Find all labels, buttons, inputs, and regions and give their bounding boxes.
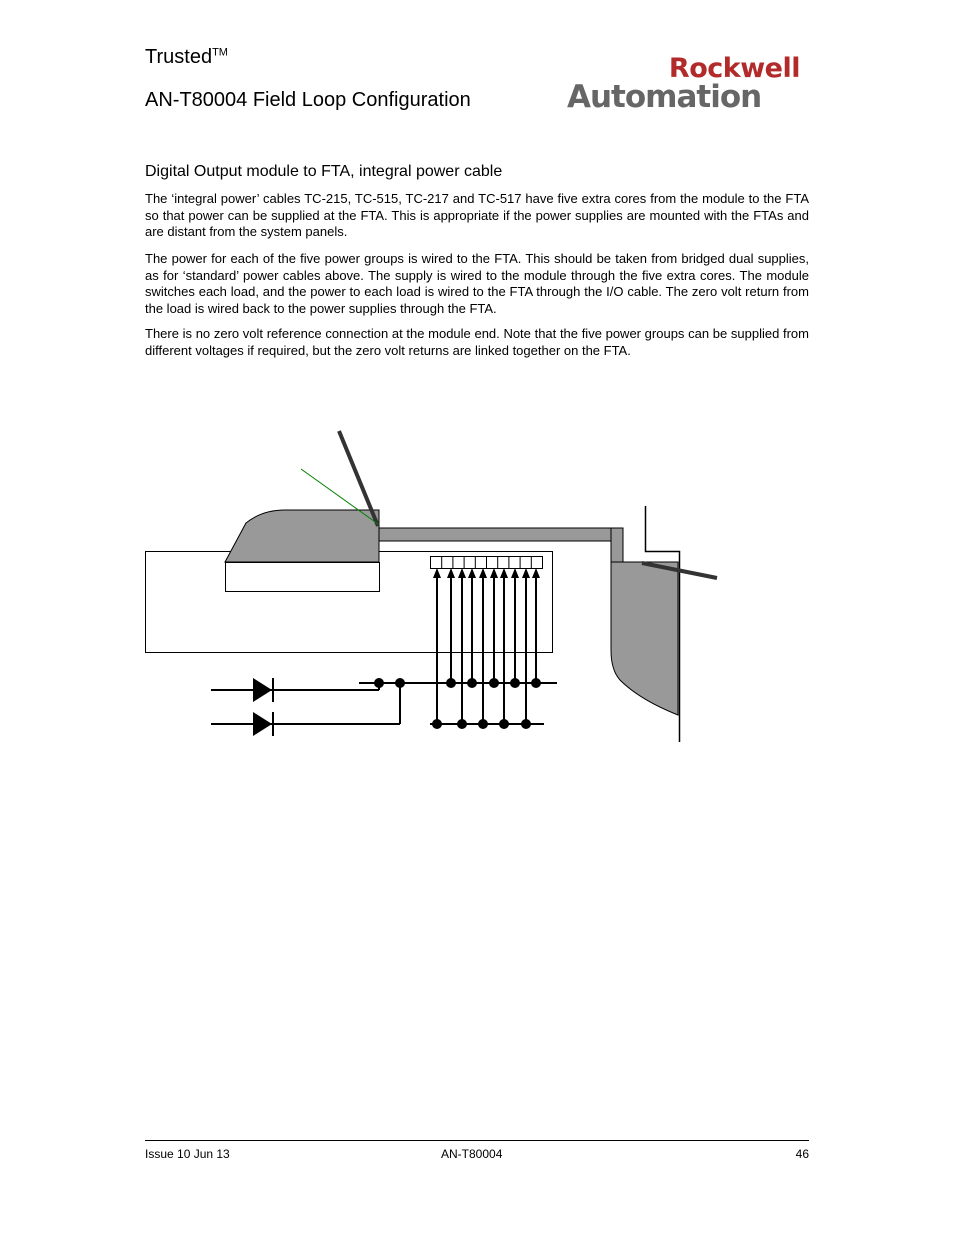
rockwell-automation-logo [566,54,804,114]
bus-junction-dot [531,678,541,688]
bus-junction-dot [446,678,456,688]
wire-arrow-icon [490,568,498,578]
logo-line-2: Automation [567,79,762,115]
bus-wires [374,568,541,729]
digital-output-module [146,510,553,653]
bus-junction-dot [521,719,531,729]
wire-arrow-icon [447,568,455,578]
fta-connector [611,562,678,715]
document-subtitle: AN-T80004 Field Loop Configuration [145,89,471,111]
field-termination-assembly [611,506,680,742]
leader-line [301,469,378,524]
wire-arrow-icon [433,568,441,578]
wire-arrow-icon [522,568,530,578]
fta-board-outline [646,506,680,742]
section-heading: Digital Output module to FTA, integral power cable [145,163,503,180]
footer-divider [145,1140,809,1141]
diode-upper-icon [253,678,272,702]
bus-junction-dot [395,678,405,688]
diode-lower-icon [253,712,272,736]
io-cable [379,528,623,562]
module-connector-base [226,563,380,592]
logo-line-1: Rockwell [668,53,800,84]
bus-junction-dot [457,719,467,729]
wire-arrow-icon [532,568,540,578]
footer-issue: Issue 10 Jun 13 [145,1147,230,1161]
footer-document-id: AN-T80004 [441,1147,503,1161]
wire-arrow-icon [511,568,519,578]
power-supply-diodes [211,678,400,736]
wire-arrow-icon [468,568,476,578]
module-outline [146,552,553,653]
wire-arrow-icon [500,568,508,578]
module-cable-connector [225,510,379,562]
power-bus [359,683,557,724]
wire-arrow-icon [479,568,487,578]
bus-junction-dot [489,678,499,688]
cable-break-right-icon [642,563,717,578]
document-title-text: Trusted [145,46,213,68]
bus-junction-dot [432,719,442,729]
terminal-strip [431,557,543,569]
bus-junction-dot [510,678,520,688]
paragraph-zero-volt-reference: There is no zero volt reference connection at the module end. Note that the five power groups can be supplied from different voltages if required, but the zero volt returns are linked together on the FTA. [145,326,809,358]
bus-junction-dot [467,678,477,688]
trademark-superscript: TM [212,46,228,59]
bus-junction-dot [374,678,384,688]
bus-junction-dot [499,719,509,729]
paragraph-power-groups: The power for each of the five power groups is wired to the FTA. This should be taken from bridged dual supplies, as for ‘standard’ power cables above. The supply is wired to the module through the five extra cores. The module switches each load, and the power to each load is wired to the FTA through the I/O cable. The zero volt return from the load is wired back to the power supplies through the FTA. [145,251,809,316]
paragraph-integral-power-cables: The ‘integral power’ cables TC-215, TC-515, TC-217 and TC-517 have five extra cores from the module to the FTA so that power can be supplied at the FTA. This is appropriate if the power supplies are mounted with the FTAs and are distant from the system panels. [145,191,809,240]
io-cable-body [379,528,612,541]
bus-junction-dot [478,719,488,729]
document-title [145,46,228,69]
io-cable-drop [611,528,623,562]
footer-page-number: 46 [795,1147,809,1161]
cable-break-left-icon [339,431,378,526]
wire-arrow-icon [458,568,466,578]
terminal-block [431,557,543,569]
